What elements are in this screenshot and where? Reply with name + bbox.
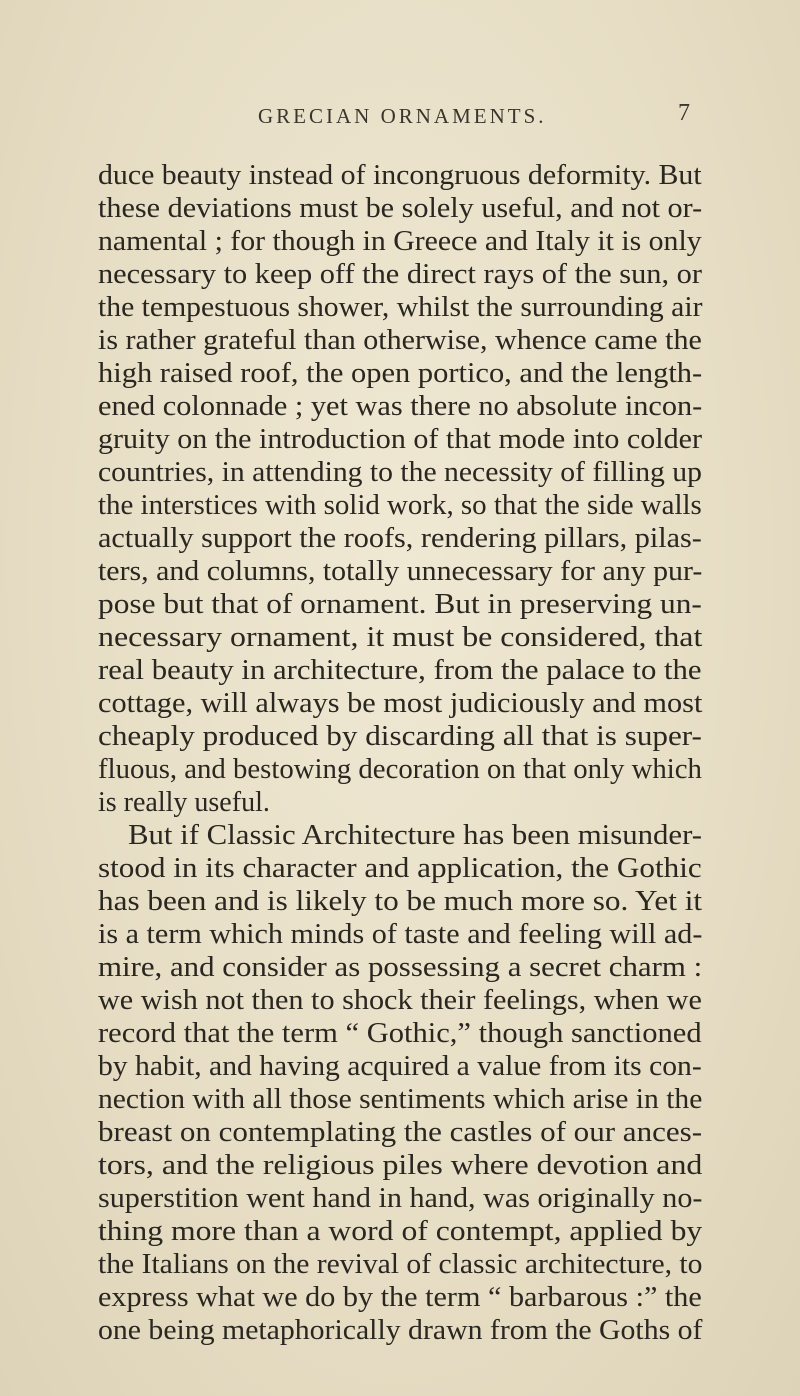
text-line: one being metaphorically drawn from the Goths of — [98, 1315, 703, 1346]
text-line: superstition went hand in hand, was originally no- — [98, 1183, 703, 1214]
text-line: But if Classic Architecture has been misunder- — [128, 820, 702, 851]
text-line: record that the term “ Gothic,” though sanctioned — [98, 1018, 702, 1049]
text-line: cheaply produced by discarding all that is super- — [98, 721, 702, 752]
text-line: has been and is likely to be much more so. Yet it — [98, 886, 703, 917]
text-line: the interstices with solid work, so that the side walls — [98, 490, 702, 521]
text-line: ters, and columns, totally unnecessary for any pur- — [98, 556, 703, 587]
text-line: we wish not then to shock their feelings, when we — [98, 985, 702, 1016]
text-line: the tempestuous shower, whilst the surrounding air — [98, 292, 703, 323]
text-line: is a term which minds of taste and feeling will ad- — [98, 919, 703, 950]
text-line: high raised roof, the open portico, and the length- — [98, 358, 703, 389]
text-line: real beauty in architecture, from the palace to the — [98, 655, 702, 686]
text-line: tors, and the religious piles where devotion and — [98, 1150, 703, 1181]
text-line: duce beauty instead of incongruous deformity. But — [98, 160, 702, 191]
text-line: the Italians on the revival of classic architecture, to — [98, 1249, 703, 1280]
running-title: GRECIAN ORNAMENTS. — [258, 104, 547, 128]
text-line: namental ; for though in Greece and Italy it is only — [98, 226, 702, 257]
text-line: actually support the roofs, rendering pillars, pilas- — [98, 523, 702, 554]
text-line: cottage, will always be most judiciously and most — [98, 688, 703, 719]
text-line: necessary ornament, it must be considered, that — [98, 622, 703, 653]
text-line: pose but that of ornament. But in preserving un- — [98, 589, 702, 620]
text-line: stood in its character and application, the Gothic — [98, 853, 702, 884]
text-line: these deviations must be solely useful, and not or- — [98, 193, 703, 224]
text-line: breast on contemplating the castles of our ances- — [98, 1117, 703, 1148]
text-line: is really useful. — [98, 787, 270, 818]
text-line: express what we do by the term “ barbarous :” the — [98, 1282, 702, 1313]
text-line: is rather grateful than otherwise, whence came the — [98, 325, 702, 356]
text-line: countries, in attending to the necessity of filling up — [98, 457, 702, 488]
text-line: by habit, and having acquired a value from its con- — [98, 1051, 702, 1082]
text-line: necessary to keep off the direct rays of the sun, or — [98, 259, 702, 290]
text-line: thing more than a word of contempt, applied by — [98, 1216, 703, 1247]
page-number: 7 — [678, 100, 690, 126]
text-line: gruity on the introduction of that mode into colder — [98, 424, 702, 455]
text-line: fluous, and bestowing decoration on that only which — [98, 754, 702, 785]
text-line: ened colonnade ; yet was there no absolute incon- — [98, 391, 703, 422]
text-line: nection with all those sentiments which arise in the — [98, 1084, 703, 1115]
text-line: mire, and consider as possessing a secret charm : — [98, 952, 703, 983]
